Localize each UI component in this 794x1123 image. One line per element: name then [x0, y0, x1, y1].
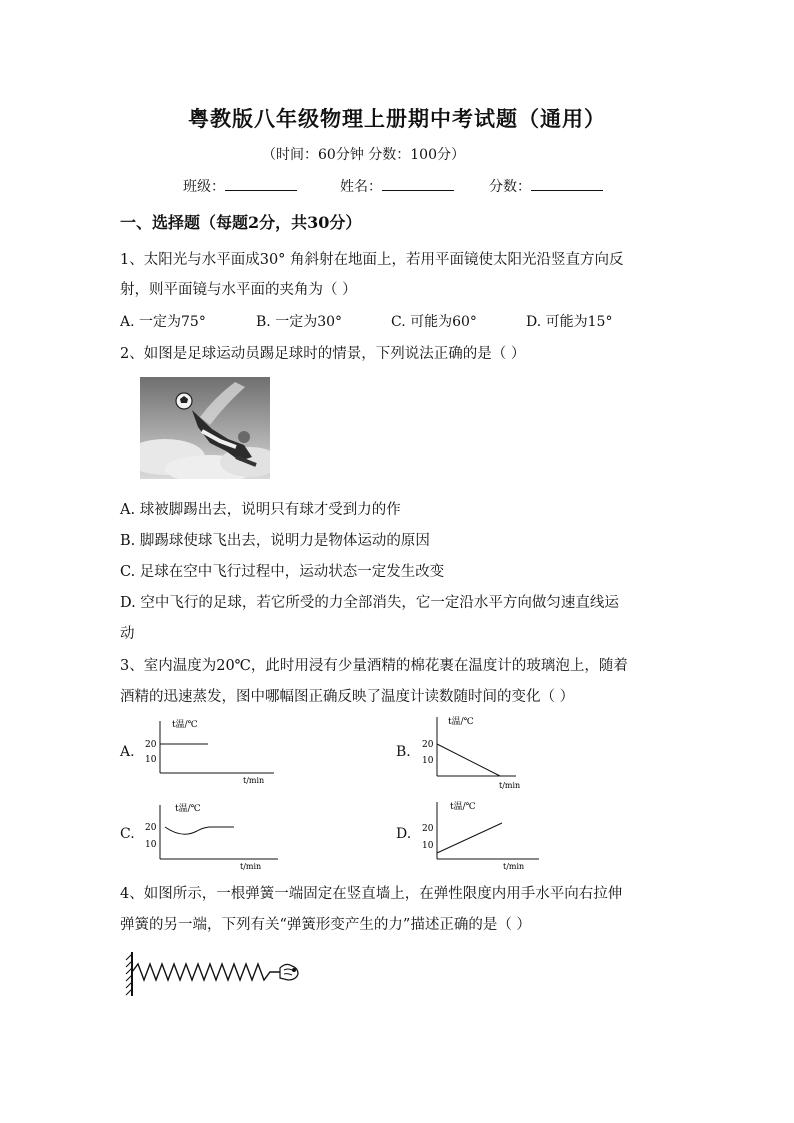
exam-time-score: （时间：60分钟 分数：100分） [262, 147, 465, 163]
graph-c-tick-20: 20 [145, 823, 157, 833]
graph-d-label: D. [396, 826, 412, 842]
name-field [340, 176, 454, 196]
spring-wall-figure [122, 948, 312, 1000]
q4-stem-line1: 4、如图所示，一根弹簧一端固定在竖直墙上，在弹性限度内用手水平向右拉伸 [120, 886, 623, 902]
graph-c-label: C. [120, 826, 135, 842]
q2-stem: 2、如图是足球运动员踢足球时的情景，下列说法正确的是（ ） [120, 346, 526, 362]
name-blank[interactable] [382, 176, 454, 191]
graph-c-tick-10: 10 [145, 840, 157, 850]
q2-option-a: A. 球被脚踢出去，说明只有球才受到力的作 [120, 502, 401, 518]
q1-stem-line1: 1、太阳光与水平面成30° 角斜射在地面上，若用平面镜使太阳光沿竖直方向反 [120, 252, 624, 268]
q1-stem-line2: 射，则平面镜与水平面的夹角为（ ） [120, 282, 357, 298]
hand-icon [280, 964, 298, 980]
q1-option-d: D. 可能为15° [526, 314, 613, 330]
score-blank[interactable] [531, 176, 603, 191]
q1-option-c: C. 可能为60° [391, 314, 477, 330]
score-label: 分数： [489, 179, 531, 195]
graph-a-x-axis-label: t/min [243, 776, 265, 785]
graph-b-curve [437, 744, 500, 776]
class-label: 班级： [183, 179, 225, 195]
q2-option-b: B. 脚踢球使球飞出去，说明力是物体运动的原因 [120, 533, 430, 549]
graph-a-tick-20: 20 [145, 740, 157, 750]
q2-option-d-line1: D. 空中飞行的足球，若它所受的力全部消失，它一定沿水平方向做匀速直线运 [120, 595, 619, 611]
graph-b [417, 714, 557, 790]
graph-d-tick-10: 10 [422, 841, 434, 851]
q2-option-d-line2: 动 [120, 626, 135, 642]
q2-option-c: C. 足球在空中飞行过程中，运动状态一定发生改变 [120, 564, 445, 580]
graph-a-label: A. [120, 744, 135, 760]
graph-b-y-axis-label: t温/℃ [448, 717, 474, 727]
graph-a-tick-10: 10 [145, 755, 157, 765]
score-field [489, 176, 603, 196]
graph-b-tick-10: 10 [422, 756, 434, 766]
graph-d-tick-20: 20 [422, 824, 434, 834]
soccer-player-photo [140, 377, 270, 479]
exam-title: 粤教版八年级物理上册期中考试题（通用） [188, 106, 606, 131]
graph-b-label: B. [396, 744, 411, 760]
graph-c-curve [165, 827, 234, 834]
q3-stem-line1: 3、室内温度为20℃，此时用浸有少量酒精的棉花裹在温度计的玻璃泡上，随着 [120, 658, 628, 674]
spring [132, 964, 280, 980]
section-heading: 一、选择题（每题2分，共30分） [120, 213, 362, 232]
class-field [183, 176, 297, 196]
graph-b-tick-20: 20 [422, 740, 434, 750]
q1-option-b: B. 一定为30° [256, 314, 343, 330]
class-blank[interactable] [225, 176, 297, 191]
graph-a-y-axis-label: t温/℃ [172, 720, 198, 730]
graph-d-curve [437, 823, 502, 853]
graph-d-x-axis-label: t/min [503, 862, 525, 871]
name-label: 姓名： [340, 179, 382, 195]
graph-b-x-axis-label: t/min [499, 781, 521, 790]
graph-d-y-axis-label: t温/℃ [450, 802, 476, 812]
graph-c [140, 797, 280, 871]
graph-c-x-axis-label: t/min [240, 862, 262, 871]
q3-stem-line2: 酒精的迅速蒸发，图中哪幅图正确反映了温度计读数随时间的变化（ ） [120, 689, 575, 705]
graph-c-y-axis-label: t温/℃ [175, 804, 201, 814]
graph-d [417, 797, 557, 871]
q1-option-a: A. 一定为75° [120, 314, 206, 330]
q4-stem-line2: 弹簧的另一端，下列有关“弹簧形变产生的力”描述正确的是（ ） [120, 917, 531, 933]
graph-a [140, 716, 280, 786]
